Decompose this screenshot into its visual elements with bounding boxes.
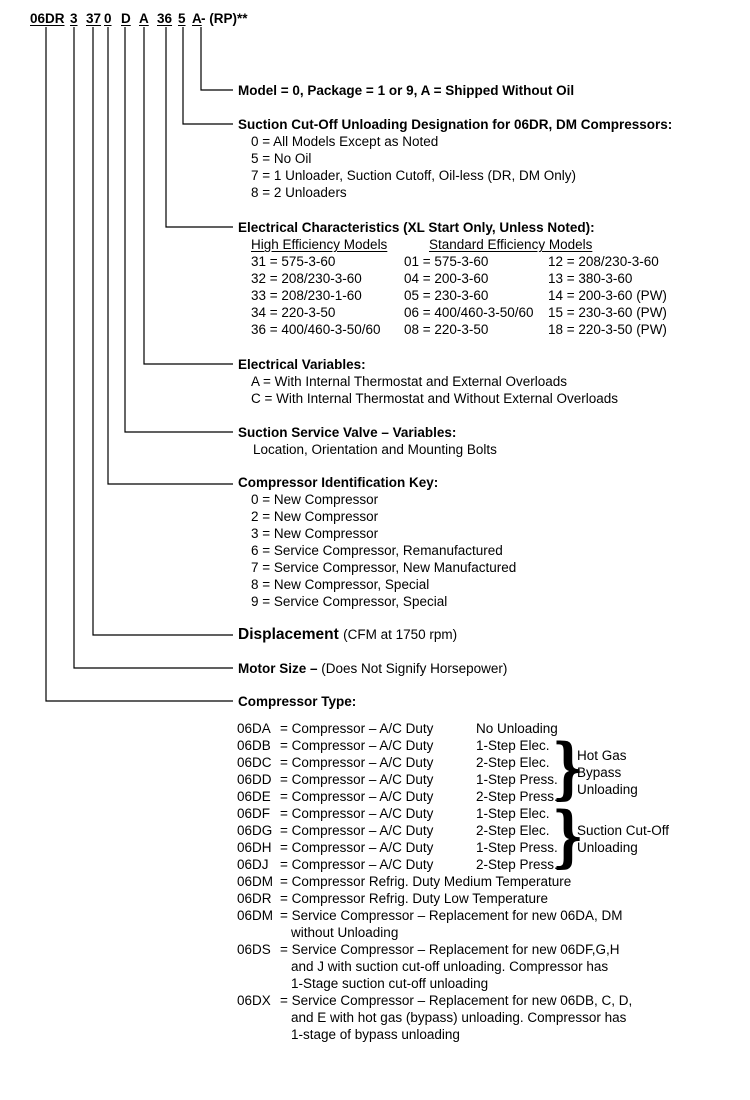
type-unloading: 2-Step Press. (476, 789, 558, 804)
type-code: 06DF (237, 806, 271, 821)
compressor-identification-item: 3 = New Compressor (251, 526, 379, 541)
suction-service-valve-item: Location, Orientation and Mounting Bolts (253, 442, 497, 457)
standard-efficiency-item: 05 = 230-3-60 (404, 288, 489, 303)
type-code: 06DC (237, 755, 272, 770)
motor-size-label: Motor Size – (238, 661, 318, 676)
type-description: = Compressor – A/C Duty (280, 823, 434, 838)
compressor-type-title: Compressor Type: (238, 694, 357, 709)
type-code: 06DJ (237, 857, 269, 872)
type-unloading: 2-Step Press. (476, 857, 558, 872)
model-segment-compressor-type: 06DR (30, 11, 65, 26)
type-unloading: 1-Step Elec. (476, 806, 550, 821)
type-description: = Compressor Refrig. Duty Medium Temperature (280, 874, 572, 889)
displacement-label: Displacement (238, 626, 339, 643)
suction-cutoff-brace-icon: } (552, 797, 584, 875)
suction-service-valve-title: Suction Service Valve – Variables: (238, 425, 457, 440)
standard-efficiency-item: 14 = 200-3-60 (PW) (548, 288, 667, 303)
suction-cutoff-item: 0 = All Models Except as Noted (251, 134, 439, 149)
type-description: = Service Compressor – Replacement for new 06DA, DM (280, 908, 623, 923)
electrical-characteristics-title: Electrical Characteristics (XL Start Only, Unless Noted): (238, 220, 595, 235)
type-code: 06DA (237, 721, 271, 736)
suction-cutoff-item: 8 = 2 Unloaders (251, 185, 347, 200)
type-code: 06DB (237, 738, 271, 753)
model-number-suffix: - (RP)** (201, 11, 248, 26)
suction-cutoff-label: Suction Cut-Off (577, 823, 670, 838)
type-code: 06DS (237, 942, 271, 957)
compressor-identification-item: 7 = Service Compressor, New Manufactured (251, 560, 517, 575)
model-segment-electrical-characteristics: 36 (157, 11, 173, 26)
type-code: 06DE (237, 789, 271, 804)
model-field-title: Model = 0, Package = 1 or 9, A = Shipped Without Oil (238, 83, 575, 98)
standard-efficiency-item: 04 = 200-3-60 (404, 271, 489, 286)
suction-cutoff-item: 5 = No Oil (251, 151, 312, 166)
type-unloading: 1-Step Press. (476, 840, 558, 855)
hot-gas-label: Bypass (577, 765, 622, 780)
compressor-identification-item: 2 = New Compressor (251, 509, 379, 524)
type-description: = Service Compressor – Replacement for new 06DF,G,H (280, 942, 620, 957)
type-code: 06DH (237, 840, 272, 855)
model-segment-motor-size: 3 (70, 11, 78, 26)
suction-cutoff-label: Unloading (577, 840, 638, 855)
type-unloading: 1-Step Press. (476, 772, 558, 787)
compressor-identification-item: 6 = Service Compressor, Remanufactured (251, 543, 503, 558)
high-efficiency-header: High Efficiency Models (251, 237, 388, 252)
compressor-identification-item: 0 = New Compressor (251, 492, 379, 507)
high-efficiency-item: 36 = 400/460-3-50/60 (251, 322, 381, 337)
standard-efficiency-item: 08 = 220-3-50 (404, 322, 489, 337)
model-segment-suction-cutoff: 5 (178, 11, 186, 26)
hot-gas-label: Hot Gas (577, 748, 627, 763)
standard-efficiency-header: Standard Efficiency Models (429, 237, 593, 252)
type-description: and E with hot gas (bypass) unloading. Compressor has (291, 1010, 627, 1025)
model-segment-model-field: A (192, 11, 202, 26)
type-description: = Compressor – A/C Duty (280, 857, 434, 872)
standard-efficiency-item: 15 = 230-3-60 (PW) (548, 305, 667, 320)
model-segment-displacement: 37 (86, 11, 102, 26)
motor-size-title (238, 661, 507, 676)
type-description: = Compressor Refrig. Duty Low Temperature (280, 891, 548, 906)
high-efficiency-item: 33 = 208/230-1-60 (251, 288, 362, 303)
type-description: 1-Stage suction cut-off unloading (291, 976, 489, 991)
type-unloading: No Unloading (476, 721, 558, 736)
suction-cutoff-item: 7 = 1 Unloader, Suction Cutoff, Oil-less (DR, DM Only) (251, 168, 576, 183)
displacement-title (238, 626, 457, 644)
connector-suction-service-valve (125, 27, 233, 432)
standard-efficiency-item: 18 = 220-3-50 (PW) (548, 322, 667, 337)
high-efficiency-item: 31 = 575-3-60 (251, 254, 336, 269)
type-unloading: 2-Step Elec. (476, 823, 550, 838)
electrical-variables-title: Electrical Variables: (238, 357, 366, 372)
type-description: without Unloading (291, 925, 399, 940)
type-unloading: 1-Step Elec. (476, 738, 550, 753)
type-description: = Compressor – A/C Duty (280, 755, 434, 770)
compressor-identification-title: Compressor Identification Key: (238, 475, 439, 490)
connector-suction-cutoff (183, 27, 233, 124)
displacement-note: (CFM at 1750 rpm) (343, 627, 458, 642)
type-description: = Compressor – A/C Duty (280, 840, 434, 855)
type-code: 06DM (237, 874, 274, 889)
type-code: 06DR (237, 891, 272, 906)
compressor-identification-item: 9 = Service Compressor, Special (251, 594, 448, 609)
high-efficiency-item: 32 = 208/230-3-60 (251, 271, 362, 286)
type-code: 06DD (237, 772, 272, 787)
compressor-identification-item: 8 = New Compressor, Special (251, 577, 430, 592)
hot-gas-brace-icon: } (552, 729, 584, 807)
type-description: and J with suction cut-off unloading. Compressor has (291, 959, 609, 974)
high-efficiency-item: 34 = 220-3-50 (251, 305, 336, 320)
electrical-variables-item: A = With Internal Thermostat and External Overloads (251, 374, 568, 389)
type-unloading: 2-Step Elec. (476, 755, 550, 770)
model-segment-electrical-variables: A (139, 11, 149, 26)
type-code: 06DX (237, 993, 271, 1008)
connector-electrical-characteristics (166, 27, 233, 227)
standard-efficiency-item: 13 = 380-3-60 (548, 271, 633, 286)
hot-gas-label: Unloading (577, 782, 638, 797)
type-description: = Compressor – A/C Duty (280, 738, 434, 753)
type-code: 06DG (237, 823, 273, 838)
electrical-variables-item: C = With Internal Thermostat and Without External Overloads (251, 391, 619, 406)
type-description: = Compressor – A/C Duty (280, 721, 434, 736)
connector-electrical-variables (144, 27, 233, 364)
connector-model-field (201, 27, 233, 90)
type-code: 06DM (237, 908, 274, 923)
type-description: = Service Compressor – Replacement for new 06DB, C, D, (280, 993, 633, 1008)
type-description: = Compressor – A/C Duty (280, 789, 434, 804)
suction-cutoff-title: Suction Cut-Off Unloading Designation for 06DR, DM Compressors: (238, 117, 673, 132)
standard-efficiency-item: 06 = 400/460-3-50/60 (404, 305, 534, 320)
model-segment-identification: 0 (104, 11, 112, 26)
type-description: = Compressor – A/C Duty (280, 772, 434, 787)
connector-motor-size (74, 27, 233, 668)
motor-size-note: (Does Not Signify Horsepower) (321, 661, 508, 676)
connector-compressor-identification (108, 27, 233, 484)
model-segment-service-valve: D (121, 11, 131, 26)
standard-efficiency-item: 12 = 208/230-3-60 (548, 254, 659, 269)
connector-displacement (93, 27, 233, 635)
type-description: 1-stage of bypass unloading (291, 1027, 460, 1042)
standard-efficiency-item: 01 = 575-3-60 (404, 254, 489, 269)
type-description: = Compressor – A/C Duty (280, 806, 434, 821)
